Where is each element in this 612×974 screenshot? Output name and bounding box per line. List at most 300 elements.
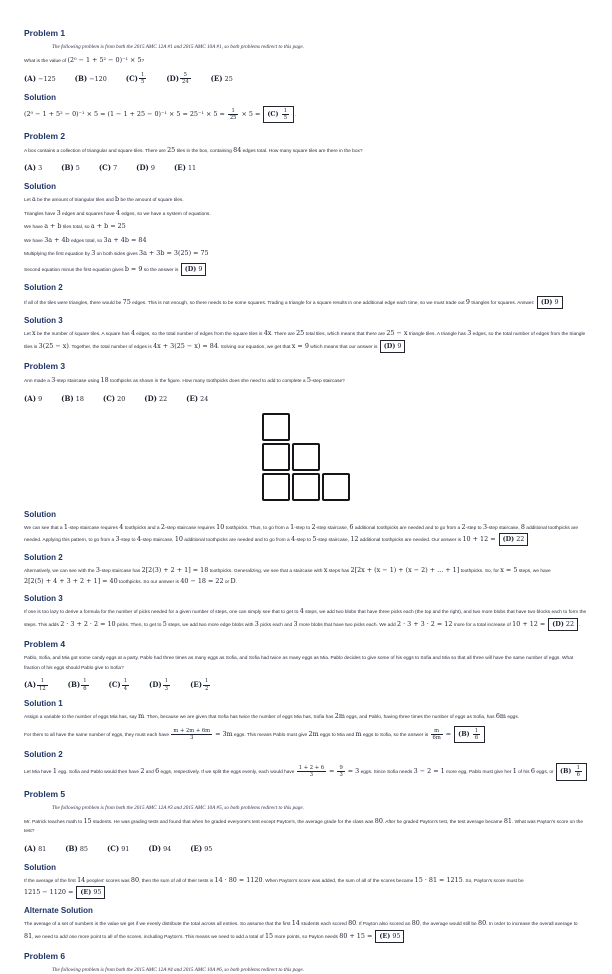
problem-4-heading: Problem 4	[24, 639, 66, 650]
fraction-numerator: 1	[141, 71, 145, 78]
text-run: be the amount of triangular tiles and	[35, 198, 116, 204]
math-inline: 8	[520, 522, 525, 531]
boxed-answer	[375, 930, 404, 943]
text-run: triangles for squares. Answer:	[469, 301, 536, 307]
math-inline: 4	[130, 329, 135, 338]
fraction-denominator: 4	[123, 685, 128, 692]
math-inline: 10	[216, 522, 225, 531]
math-inline: (E)	[80, 888, 92, 897]
staircase-row	[262, 473, 350, 501]
text-run: edges, so we have a system of equations.	[120, 211, 211, 217]
problem-5-heading: Problem 5	[24, 788, 66, 799]
text-run: -step staircase,	[140, 538, 175, 544]
math-inline: x	[323, 566, 328, 575]
choice-label: (B)	[61, 163, 74, 173]
math-inline: m	[355, 729, 362, 738]
math-inline: (D)	[383, 341, 396, 350]
staircase-square	[262, 413, 290, 441]
choice-b	[67, 678, 90, 692]
paragraph	[24, 376, 588, 387]
paragraph	[24, 763, 588, 780]
fraction-numerator: 1	[231, 107, 235, 114]
text-run: .	[235, 579, 237, 585]
choice-label: (B)	[65, 843, 78, 853]
solution-2-heading-3: Solution 2	[24, 283, 63, 293]
choice-a	[24, 395, 42, 403]
boxed-answer	[454, 726, 485, 743]
math-inline: 9	[148, 164, 155, 173]
choice-label: (B)	[67, 680, 81, 690]
choice-a	[24, 845, 46, 853]
math-inline: 80	[374, 816, 383, 825]
math-inline: 3	[36, 164, 43, 173]
text-run: Ann made a	[24, 379, 52, 385]
text-run: , the average would still be	[419, 922, 478, 928]
math-inline: 9	[552, 298, 559, 307]
text-run: peoples' scores was	[85, 878, 131, 884]
math-inline: 3	[95, 566, 100, 575]
text-run: eggs.	[505, 715, 520, 721]
choice-label: (A)	[24, 73, 37, 83]
math-inline: b = 9	[124, 264, 143, 273]
text-run: picks each and	[258, 622, 294, 628]
math-inline: (D)	[502, 535, 515, 544]
text-run: If the average of the first	[24, 878, 78, 884]
choice-d	[136, 164, 155, 172]
text-run: eggs, respectively. If we split the eggs evenly, each would have	[159, 770, 296, 776]
choice-label: (E)	[186, 393, 199, 403]
choice-label: (E)	[210, 73, 223, 83]
answer-choices	[24, 390, 588, 406]
paragraph	[24, 712, 588, 723]
math-inline: 5	[73, 164, 80, 173]
paragraph	[24, 249, 588, 260]
choice-label: (C)	[106, 843, 120, 853]
problem-1-heading: Problem 1	[24, 28, 66, 38]
fraction-denominator: 12	[39, 685, 46, 692]
text-run: -step staircase requires	[68, 525, 120, 531]
solution-1-heading-8: Solution 1	[24, 699, 63, 709]
math-inline: =	[327, 767, 337, 776]
fraction	[37, 678, 48, 691]
math-inline: 9	[36, 394, 43, 403]
fraction-numerator: m	[434, 727, 440, 734]
text-run: toothpicks. So our answer is	[117, 579, 181, 585]
paragraph	[24, 236, 588, 247]
problem-6-heading: Problem 6	[24, 951, 66, 962]
math-inline: x = 5	[500, 566, 518, 575]
choice-label: (A)	[24, 163, 37, 173]
math-inline: 3	[51, 376, 56, 385]
text-run: edges total, so	[69, 238, 104, 244]
text-run: eggs, and Pablo, having three times the number of eggs as Sofia, has	[344, 715, 496, 721]
text-run: eggs. Since Sofia needs	[359, 770, 414, 776]
text-run: edges. This is not enough, so there needs to be some squares. Trading a triangle for a square results in one additional edge each time, so we must trade out	[130, 301, 466, 307]
paragraph	[24, 222, 588, 233]
text-run: so the answer is	[142, 267, 180, 273]
math-inline: 14	[77, 875, 86, 884]
math-inline: 95	[390, 931, 401, 940]
text-run: edges total. How many square tiles are there in the box?	[241, 148, 363, 154]
paragraph	[24, 329, 588, 353]
choice-a	[24, 75, 56, 83]
text-run: -step to	[294, 525, 312, 531]
math-inline: m	[138, 712, 145, 721]
choice-e	[190, 678, 211, 692]
text-run: For them to all have the same number of eggs, they must each have	[24, 732, 171, 738]
choice-d	[144, 395, 167, 403]
text-run: The average of a set of numbers is the value we get if we evenly distribute the total across all entries. So assume that the first	[24, 922, 292, 928]
text-run: . There are	[271, 332, 297, 338]
fraction	[122, 678, 129, 691]
text-run: A box contains a collection of triangular and square tiles. There are	[24, 148, 168, 154]
math-inline: (C)	[267, 109, 281, 118]
text-run: Pablo, Sofia, and Mia got some candy eggs at a party. Pablo had three times as many eggs as Sofia, and Sofia had twice as many eggs as Mia. Pablo decides to give some of his eggs to Sofia and Mia so that all three will have the same number of eggs. What fraction of his eggs should Pablo give to Sofia?	[24, 656, 574, 671]
fraction	[431, 728, 443, 741]
math-inline: 4	[119, 522, 124, 531]
math-inline: 3	[56, 208, 61, 217]
choice-e	[174, 164, 196, 172]
paragraph	[24, 817, 588, 837]
math-inline: 75	[122, 298, 131, 307]
fraction-denominator: 3	[297, 771, 326, 778]
text-run: egg. Sofia and Pablo would then have	[56, 770, 141, 776]
math-inline: 2[2x + (x − 1) + (x − 2) + ... + 1]	[350, 566, 460, 575]
choice-a	[24, 164, 42, 172]
math-inline: = 3	[345, 767, 360, 776]
choice-label: (E)	[190, 843, 203, 853]
math-inline: 15	[264, 931, 274, 940]
math-inline: = 3m	[213, 729, 233, 738]
alternate-solution-heading-11: Alternate Solution	[24, 906, 93, 916]
answer-choices	[24, 840, 588, 856]
math-inline: 7	[111, 164, 118, 173]
fraction	[180, 72, 191, 85]
text-run: -step staircase requires	[164, 525, 217, 531]
text-run: additional toothpicks are needed. Our answer is	[358, 538, 463, 544]
choice-c	[99, 164, 117, 172]
math-inline: × 5 =	[239, 109, 263, 118]
boxed-answer	[263, 106, 297, 123]
choice-label: (D)	[136, 163, 149, 173]
math-inline: 20	[115, 394, 126, 403]
fraction-numerator: 1	[205, 678, 209, 685]
choice-b	[61, 164, 80, 172]
math-inline: 5	[306, 376, 311, 385]
fraction-numerator: 1	[283, 107, 288, 114]
text-run: , we need to add one more point to all of the scores, including Payton's. This means we need to add a total of	[32, 934, 265, 940]
fraction-denominator: 24	[182, 79, 189, 85]
text-run: students. He was grading tests and found that when he graded everyone's test except Payton's, the average grade for the class was	[91, 819, 375, 825]
text-run: more egg, Pablo must give her	[444, 770, 513, 776]
math-inline: 3 − 2 = 1	[413, 767, 445, 776]
staircase-square	[262, 473, 290, 501]
text-run: We have	[24, 225, 45, 231]
choice-label: (B)	[74, 73, 88, 83]
paragraph	[24, 263, 588, 276]
fraction	[228, 108, 239, 121]
math-inline: b	[115, 195, 120, 204]
staircase-row	[262, 443, 350, 471]
math-inline: 3a + 4b = 84	[103, 235, 147, 244]
fraction-denominator: 2	[205, 685, 209, 692]
staircase-square	[322, 473, 350, 501]
text-run: Let	[24, 332, 33, 338]
fraction-denominator: 6	[576, 772, 580, 779]
text-run: additional toothpicks are needed. Applying this pattern, to go from a	[24, 525, 579, 544]
fraction-numerator: 1	[164, 678, 169, 685]
math-inline: 4	[299, 607, 304, 616]
paragraph	[24, 566, 588, 587]
fraction-denominator: 6	[474, 734, 479, 741]
math-inline: 80 + 15 =	[339, 931, 375, 940]
choice-label: (C)	[102, 393, 116, 403]
math-inline: 11	[185, 164, 197, 173]
text-run: students each scored	[299, 922, 349, 928]
fraction-denominator: 6	[83, 685, 87, 692]
fraction	[163, 678, 170, 691]
paragraph	[24, 876, 588, 900]
text-run: toothpicks and a	[123, 525, 161, 531]
text-run: Alternatively, we can see with the	[24, 569, 96, 575]
choice-b	[75, 75, 107, 83]
text-run: or	[223, 579, 231, 585]
math-inline: (2⁰ − 1 + 5² − 0)⁻¹ × 5 = (1 − 1 + 25 − 0)⁻¹ × 5 = 25⁻¹ × 5 =	[24, 109, 227, 118]
text-run: . When Payton's score was added, the sum of all of the scores became	[262, 878, 415, 884]
math-inline: −120	[87, 74, 107, 83]
text-run: eggs. This means Pablo must give	[232, 732, 309, 738]
math-inline: (B)	[458, 729, 472, 738]
math-inline: (B)	[559, 767, 574, 776]
text-run: steps has	[327, 569, 351, 575]
choice-label: (E)	[190, 680, 203, 690]
paragraph	[24, 195, 588, 206]
math-inline: 22	[156, 394, 168, 403]
text-run: tiles in the box, containing	[175, 148, 234, 154]
text-run: Triangles have	[24, 211, 57, 217]
math-inline: 25	[222, 74, 233, 83]
text-run: . Solving our equation, we get that	[217, 344, 292, 350]
staircase-row	[262, 413, 350, 441]
text-run: We have	[24, 238, 45, 244]
fraction-numerator: 1	[474, 727, 479, 734]
math-inline: 40 − 18 = 22	[180, 576, 224, 585]
boxed-answer	[548, 618, 581, 631]
math-inline: 22	[514, 535, 525, 544]
math-inline: x = 9	[291, 341, 309, 350]
math-inline: 95	[202, 844, 213, 853]
math-inline: 81	[36, 844, 47, 853]
text-run: Second equation minus the first equation gives	[24, 267, 125, 273]
math-inline: 2	[160, 522, 165, 531]
solution-heading-2: Solution	[24, 182, 56, 192]
choice-label: (C)	[125, 73, 138, 83]
text-run: .	[579, 622, 581, 628]
choice-c	[108, 678, 131, 692]
math-inline: (D)	[552, 619, 564, 628]
math-inline: 3	[482, 522, 488, 531]
fraction-numerator: 1	[40, 678, 45, 685]
math-inline: 14	[291, 919, 300, 928]
math-inline: 4	[290, 535, 296, 544]
math-inline: 2	[311, 522, 316, 531]
problem-2-heading: Problem 2	[24, 130, 66, 141]
text-run: . If Payton also scored an	[356, 922, 412, 928]
paragraph	[24, 607, 588, 631]
choice-label: (E)	[173, 163, 186, 173]
fraction	[282, 108, 289, 121]
text-run: Mr. Patrick teaches math to	[24, 819, 84, 825]
math-inline: 2m	[308, 729, 319, 738]
text-run: toothpicks. Thus, to go from a	[224, 525, 291, 531]
text-run: . So, Payton's score must be	[462, 878, 524, 884]
text-run: steps, we have	[517, 569, 551, 575]
text-run: ?	[141, 59, 145, 64]
text-run: steps, we add two more edge blobs with	[166, 622, 255, 628]
solution-heading-1: Solution	[24, 92, 56, 102]
math-inline: 4x	[263, 329, 272, 338]
fraction-numerator: 9	[339, 765, 343, 772]
fraction-numerator: 1	[83, 678, 87, 685]
math-inline: 3a + 3b = 3(25) = 75	[139, 249, 209, 258]
text-run: eggs, or	[534, 770, 555, 776]
math-inline: 80	[130, 875, 140, 884]
boxed-answer	[499, 533, 529, 546]
math-inline: 81	[503, 816, 512, 825]
choice-c	[103, 395, 125, 403]
choice-label: (C)	[108, 680, 121, 690]
math-inline: 3(25 − x)	[38, 341, 69, 350]
math-inline: 1	[52, 767, 57, 776]
paragraph	[24, 523, 588, 547]
text-run: triangle tiles. A triangle has	[407, 332, 468, 338]
text-run: -step to	[119, 538, 137, 544]
math-inline: 1215 − 1120 =	[24, 887, 76, 896]
math-inline: 6	[530, 767, 535, 776]
math-inline: (D)	[184, 264, 197, 273]
paragraph	[24, 56, 588, 67]
solution-3-heading-4: Solution 3	[24, 316, 63, 326]
text-run: be the number of square tiles. A square has	[35, 332, 131, 338]
math-inline: 2[2(5) + 4 + 3 + 2 + 1] = 40	[24, 576, 118, 585]
redirect-note: The following problem is from both the 2015 AMC 12A #3 and 2015 AMC 10A #5, so both problems redirect to this page.	[52, 804, 304, 811]
text-run: -step staircase,	[316, 538, 351, 544]
choice-label: (B)	[61, 393, 74, 403]
math-inline: 4	[115, 208, 120, 217]
choice-c	[125, 71, 148, 85]
staircase-square	[292, 473, 320, 501]
boxed-answer	[380, 340, 406, 353]
problem-3-heading: Problem 3	[24, 361, 66, 372]
choice-label: (A)	[24, 393, 37, 403]
text-run: and	[144, 770, 156, 776]
math-inline: 9	[395, 341, 402, 350]
solution-heading-10: Solution	[24, 862, 56, 872]
math-inline: 5	[162, 619, 167, 628]
text-run: -step to	[295, 538, 313, 544]
text-run: -step staircase?	[310, 379, 345, 385]
text-run: toothpicks as shown in the figure. How many toothpicks does she need to add to complete a	[108, 379, 307, 385]
math-inline: 25 − x	[386, 329, 408, 338]
text-run: If all of the tiles were triangles, there would be	[24, 301, 123, 307]
math-inline: 3a + 4b	[44, 235, 70, 244]
math-inline: 4x + 3(25 − x) = 84	[153, 341, 218, 350]
math-inline: 2 · 3 + 3 · 2 = 12	[397, 619, 453, 628]
text-run: edges, so the total number of edges from the square tiles is	[134, 332, 264, 338]
math-inline: 9	[465, 298, 470, 307]
math-inline: 24	[198, 394, 209, 403]
math-inline: 91	[119, 844, 130, 853]
text-run: , then the sum of all of their tests is	[139, 878, 215, 884]
fraction-numerator: 1	[576, 765, 580, 772]
text-run: .	[295, 112, 297, 118]
choice-d	[166, 71, 191, 85]
math-inline: 1	[512, 767, 517, 776]
fraction-denominator: 5	[283, 114, 288, 121]
math-inline: 2	[140, 767, 145, 776]
math-inline: 2 · 3 + 2 · 2 = 10	[60, 619, 116, 628]
math-inline: a	[32, 195, 36, 204]
choice-c	[107, 845, 129, 853]
fraction-numerator: 1 + 2 + 6	[298, 765, 325, 772]
math-inline: 14 · 80 = 1120	[214, 875, 263, 884]
redirect-note: The following problem is from both the 2015 AMC 12A #4 and 2015 AMC 10A #6, so both problems redirect to this page.	[52, 967, 304, 974]
math-inline: 81	[24, 931, 33, 940]
math-inline: 80	[348, 919, 357, 928]
text-run: steps, we add two blobs that have three picks each (the top and the right), and two more blobs that have two blocks each to form the steps. This adds	[24, 610, 587, 628]
math-inline: 22	[563, 619, 575, 628]
text-run: . What was Payton's score on the test?	[24, 819, 583, 835]
math-inline: 2[2(3) + 2 + 1] = 18	[141, 566, 209, 575]
text-run: -step to	[465, 525, 483, 531]
math-inline: −125	[36, 74, 56, 83]
fraction-numerator: m + 2m + 6m	[173, 727, 211, 734]
choice-label: (A)	[24, 680, 37, 690]
text-run: tiles total, so	[61, 225, 91, 231]
text-run: Multiplying the first equation by	[24, 252, 92, 258]
math-inline: 80	[478, 919, 487, 928]
math-inline: 6	[349, 522, 354, 531]
math-inline: a + b = 25	[90, 222, 126, 231]
choice-e	[186, 395, 208, 403]
boxed-answer	[181, 263, 207, 276]
choice-label: (D)	[148, 843, 162, 853]
boxed-answer	[556, 763, 587, 780]
paragraph	[24, 296, 588, 309]
math-inline: 85	[77, 844, 88, 853]
math-inline: 95	[91, 888, 102, 897]
text-run: edges, so the total number of edges from the triangle tiles is	[24, 332, 586, 350]
fraction-denominator: 25	[229, 114, 237, 121]
fraction-denominator: 3	[339, 772, 343, 779]
text-run: be the amount of square tiles.	[119, 198, 184, 204]
solution-2-heading-9: Solution 2	[24, 750, 63, 760]
math-inline: 1	[63, 522, 68, 531]
paragraph	[24, 726, 588, 743]
fraction-numerator: 1	[123, 678, 128, 685]
text-run: We can see that a	[24, 525, 64, 531]
math-inline: 10 + 12 =	[512, 619, 548, 628]
paragraph	[24, 919, 588, 943]
math-inline: 84	[233, 145, 242, 154]
math-inline: 94	[161, 844, 172, 853]
math-inline: 1	[290, 522, 295, 531]
math-inline: 10 + 12 =	[462, 535, 498, 544]
fraction-denominator: 3	[171, 734, 212, 741]
choice-label: (C)	[98, 163, 112, 173]
text-run: edges and squares have	[60, 211, 116, 217]
math-inline: 3	[254, 619, 259, 628]
